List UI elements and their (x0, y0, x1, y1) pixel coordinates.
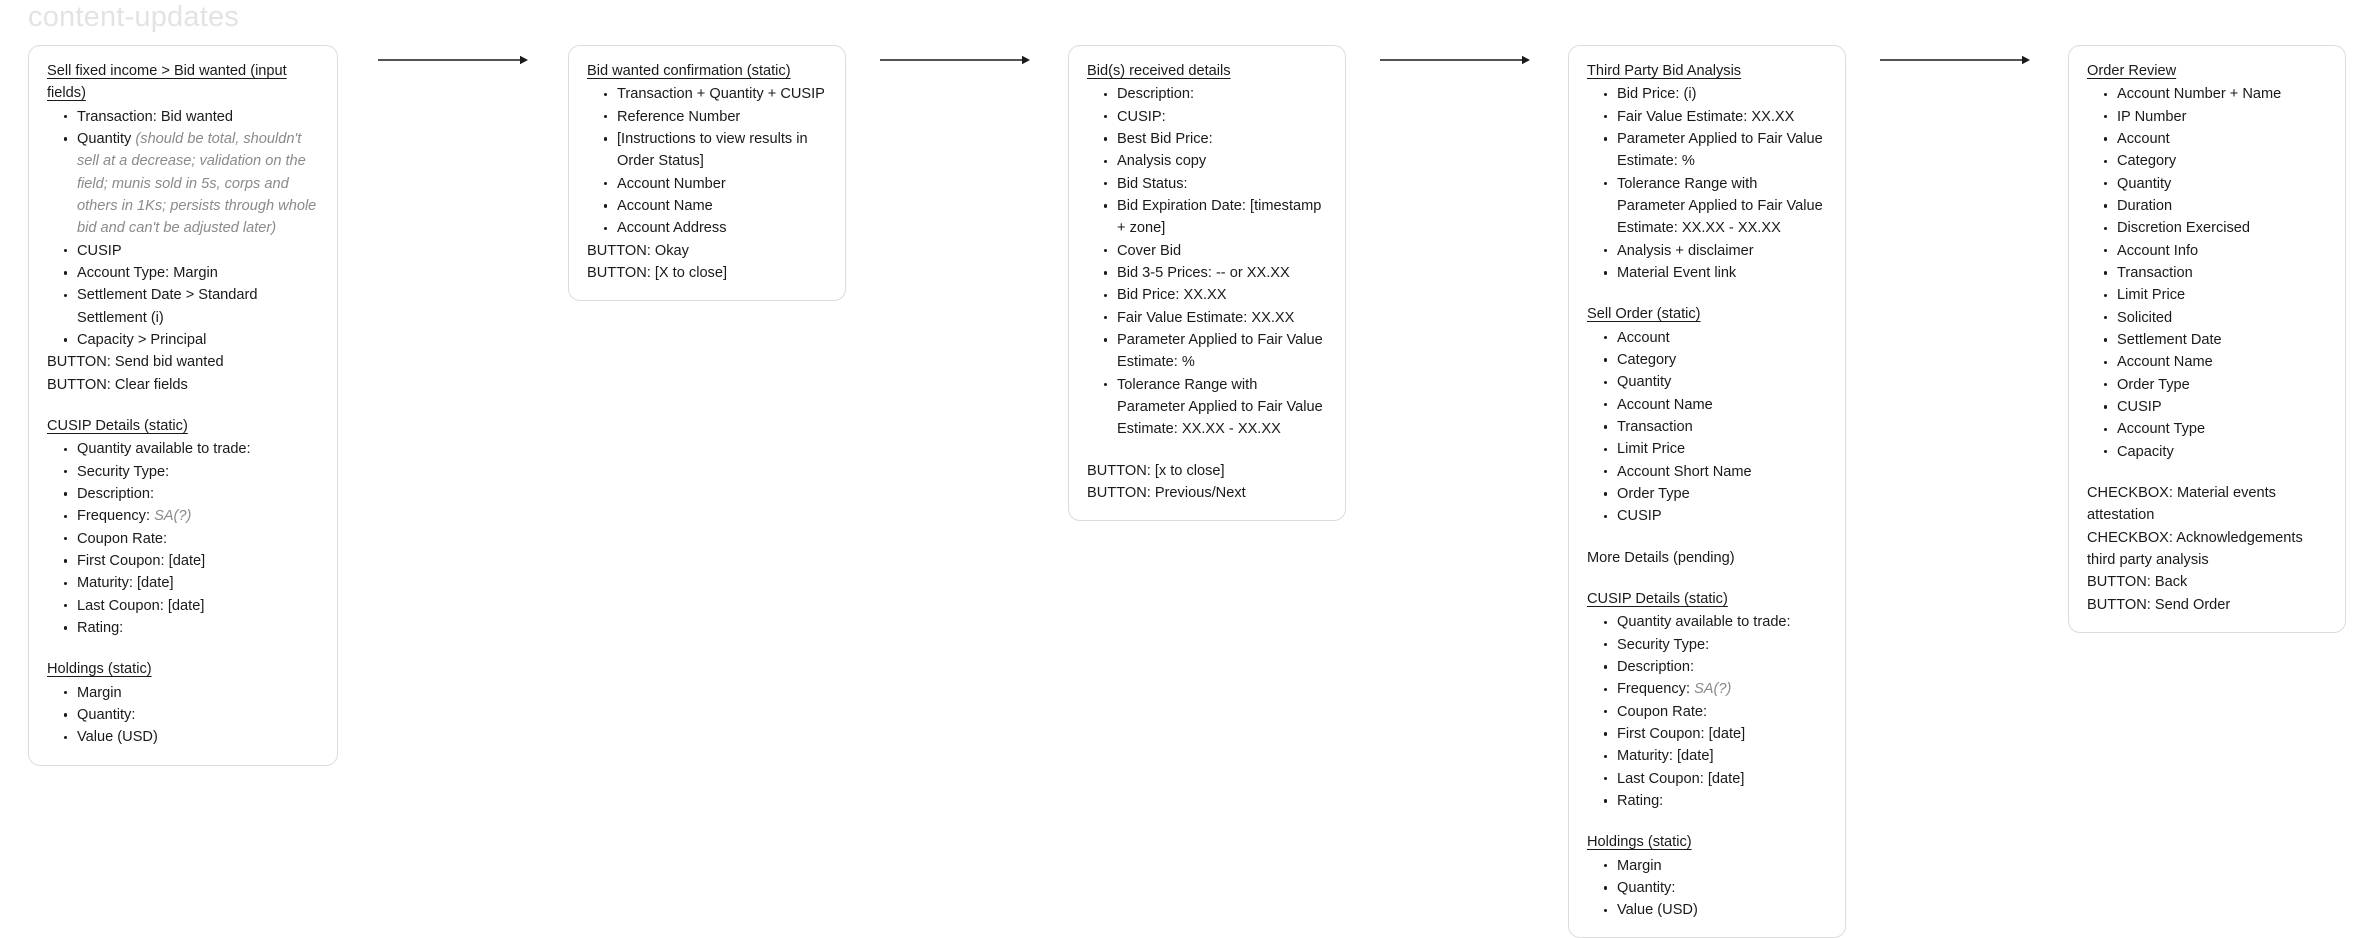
list-item (2104, 262, 2327, 284)
list-item (1604, 855, 1827, 877)
list-item-label: Rating: (77, 619, 124, 636)
list-item-label: Transaction + Quantity + CUSIP (617, 86, 825, 103)
list-item-label: Rating: (1617, 792, 1664, 809)
checkbox-line[interactable]: CHECKBOX: Material events attestation (2087, 484, 2276, 524)
list-item-label: Tolerance Range with Parameter Applied to Fair Value Estimate: XX.XX - XX.XX (1117, 376, 1323, 438)
list-item (1604, 634, 1827, 656)
list-item-label: Transaction (2117, 264, 2193, 281)
button-line[interactable]: BUTTON: Send Order (2087, 596, 2231, 613)
list-item (1104, 150, 1327, 172)
list-item-label: Margin (1617, 857, 1662, 874)
list-item-label: CUSIP (1617, 508, 1662, 525)
list-item-label: Settlement Date > Standard Settlement (i) (77, 287, 258, 326)
list-item-label: Description: (1617, 658, 1695, 675)
list-item (1104, 262, 1327, 284)
list-item-label: Order Type (2117, 376, 2190, 393)
list-item-label: Capacity > Principal (77, 331, 207, 348)
list-item-label: Last Coupon: [date] (77, 597, 205, 614)
card-order-review[interactable] (2068, 45, 2346, 633)
list-item (1104, 173, 1327, 195)
list-item-label: Bid Status: (1117, 175, 1188, 192)
list-item-label: Fair Value Estimate: XX.XX (1617, 108, 1795, 125)
list-item (64, 726, 319, 748)
list-item-label: Limit Price (2117, 287, 2186, 304)
list-item (1104, 240, 1327, 262)
list-item-label: Margin (77, 684, 122, 701)
list-item-label: CUSIP: (1117, 108, 1166, 125)
list-item-label: Last Coupon: [date] (1617, 770, 1745, 787)
list-item-label: Category (2117, 153, 2177, 170)
list-item-label: Bid Price: (i) (1617, 86, 1697, 103)
list-item (1604, 656, 1827, 678)
button-line[interactable]: BUTTON: Send bid wanted (47, 354, 224, 371)
list-item (64, 461, 319, 483)
list-item (64, 595, 319, 617)
list-item-label: First Coupon: [date] (1617, 725, 1746, 742)
list-item (1604, 505, 1827, 527)
list-item-label: Quantity (1617, 374, 1672, 391)
board-title: content-updates (28, 1, 239, 33)
list-item-label: Solicited (2117, 309, 2173, 326)
list-item-label: Best Bid Price: (1117, 130, 1213, 147)
section-heading: CUSIP Details (static) (1587, 590, 1728, 607)
list-item (1604, 483, 1827, 505)
list-item (1604, 701, 1827, 723)
list-item-label: Bid Expiration Date: [timestamp + zone] (1117, 197, 1322, 237)
list-item-label: Frequency: (1617, 681, 1695, 698)
list-item-label: Settlement Date (2117, 331, 2222, 348)
section-heading: Sell fixed income > Bid wanted (input fields) (47, 63, 287, 102)
list-item (64, 682, 319, 704)
list-item (604, 173, 827, 195)
card-bid-wanted-confirmation[interactable] (568, 45, 846, 301)
list-item-label: Account (1617, 329, 1670, 346)
static-line: More Details (pending) (1587, 549, 1735, 566)
bullet-list (2087, 83, 2327, 463)
list-item-label: [Instructions to view results in Order Status] (617, 130, 808, 170)
list-item (1604, 106, 1827, 128)
list-item-label: Account (2117, 130, 2170, 147)
list-item (1604, 349, 1827, 371)
list-item (2104, 307, 2327, 329)
section-heading: Order Review (2087, 63, 2177, 79)
list-item-label: Analysis copy (1117, 153, 1207, 170)
list-item-label: Cover Bid (1117, 242, 1182, 259)
list-item (1104, 83, 1327, 105)
list-item (604, 195, 827, 217)
list-item (1604, 128, 1827, 173)
list-item-label: Limit Price (1617, 441, 1686, 458)
list-item-label: Security Type: (1617, 636, 1710, 653)
list-item-label: Transaction (1617, 418, 1693, 435)
list-item (64, 329, 319, 351)
list-item-label: Quantity: (77, 706, 136, 723)
section-heading: Third Party Bid Analysis (1587, 63, 1742, 79)
list-item (64, 438, 319, 460)
list-item (1604, 438, 1827, 460)
list-item (64, 550, 319, 572)
list-item-label: Coupon Rate: (1617, 703, 1708, 720)
list-item (64, 704, 319, 726)
list-item (1604, 416, 1827, 438)
list-item-label: Account Number + Name (2117, 86, 2282, 103)
button-line[interactable]: BUTTON: Okay (587, 242, 689, 259)
list-item (1104, 329, 1327, 374)
list-item-label: CUSIP (2117, 398, 2162, 415)
list-item (64, 528, 319, 550)
arrow-card3-to-card4 (1380, 54, 1530, 66)
list-item-label: Parameter Applied to Fair Value Estimate: % (1617, 130, 1823, 170)
list-item (2104, 441, 2327, 463)
list-item (604, 128, 827, 173)
list-item-label: Fair Value Estimate: XX.XX (1117, 309, 1295, 326)
list-item-label: Reference Number (617, 108, 741, 125)
bullet-list (1587, 611, 1827, 812)
list-item (2104, 396, 2327, 418)
list-item-label: Value (USD) (77, 729, 158, 746)
section-heading: CUSIP Details (static) (47, 417, 188, 434)
list-item-label: Quantity available to trade: (1617, 614, 1791, 631)
list-item (1104, 195, 1327, 240)
arrow-card1-to-card2 (378, 54, 528, 66)
list-item-label: First Coupon: [date] (77, 552, 206, 569)
bullet-list (47, 682, 319, 749)
list-item (2104, 106, 2327, 128)
list-item-label: Parameter Applied to Fair Value Estimate: % (1117, 331, 1323, 371)
list-item-label: Quantity available to trade: (77, 441, 251, 458)
button-line[interactable]: BUTTON: Back (2087, 574, 2188, 591)
list-item-label: Account Name (2117, 354, 2213, 371)
list-item (2104, 173, 2327, 195)
list-item (2104, 195, 2327, 217)
list-item-label: Bid 3-5 Prices: -- or XX.XX (1117, 264, 1290, 281)
bullet-list (1087, 83, 1327, 440)
list-item (604, 217, 827, 239)
list-item (1104, 106, 1327, 128)
list-item-label: Account Info (2117, 242, 2199, 259)
button-line[interactable]: BUTTON: [x to close] (1087, 462, 1225, 479)
bullet-list (1587, 855, 1827, 922)
bullet-list (1587, 83, 1827, 284)
list-item-label: Capacity (2117, 443, 2174, 460)
list-item-label: Account Name (617, 197, 713, 214)
list-item (1604, 723, 1827, 745)
list-item-label: CUSIP (77, 242, 122, 259)
list-item (2104, 351, 2327, 373)
list-item-label: Discretion Exercised (2117, 220, 2251, 237)
list-item (1604, 173, 1827, 240)
list-item-label: Value (USD) (1617, 902, 1698, 919)
checkbox-line[interactable]: CHECKBOX: Acknowledgements third party analysis (2087, 529, 2303, 568)
list-item-label: Maturity: [date] (77, 575, 174, 592)
list-item (2104, 329, 2327, 351)
list-item (2104, 128, 2327, 150)
list-item (2104, 284, 2327, 306)
button-line[interactable]: BUTTON: Previous/Next (1087, 484, 1246, 501)
bullet-list (47, 106, 319, 352)
list-item (2104, 217, 2327, 239)
list-item (64, 106, 319, 128)
list-item (64, 240, 319, 262)
list-item (604, 83, 827, 105)
list-item (2104, 240, 2327, 262)
list-item-label: Order Type (1617, 485, 1690, 502)
list-item-label: Analysis + disclaimer (1617, 242, 1754, 259)
list-item-label: Frequency: (77, 508, 155, 525)
list-item-label: Account Address (617, 220, 727, 237)
list-item (1604, 877, 1827, 899)
list-item-label: Account Type (2117, 421, 2206, 438)
list-item-label: Material Event link (1617, 264, 1737, 281)
list-item (64, 128, 319, 240)
list-item-label: Quantity (77, 130, 132, 147)
list-item (1104, 307, 1327, 329)
section-heading: Bid wanted confirmation (static) (587, 63, 791, 79)
list-item (64, 483, 319, 505)
list-item-label: Quantity (2117, 175, 2172, 192)
list-item (1604, 394, 1827, 416)
list-item-label: Duration (2117, 197, 2173, 214)
list-item (1604, 262, 1827, 284)
list-item-label: Coupon Rate: (77, 530, 168, 547)
card-third-party-bid-analysis[interactable] (1568, 45, 1846, 938)
list-item-label: Quantity: (1617, 879, 1676, 896)
list-item-label: Tolerance Range with Parameter Applied to Fair Value Estimate: XX.XX - XX.XX (1617, 175, 1823, 237)
list-item-label: Account Number (617, 175, 726, 192)
list-item (1604, 611, 1827, 633)
list-item-label: Transaction: Bid wanted (77, 108, 234, 125)
list-item (2104, 374, 2327, 396)
list-item (1604, 83, 1827, 105)
list-item (1104, 128, 1327, 150)
list-item (1604, 678, 1827, 700)
bullet-list (1587, 327, 1827, 528)
section-heading: Holdings (static) (1587, 834, 1692, 851)
list-item (604, 106, 827, 128)
list-item (1604, 899, 1827, 921)
list-item (64, 572, 319, 594)
list-item (1604, 371, 1827, 393)
button-line[interactable]: BUTTON: [X to close] (587, 264, 728, 281)
button-line[interactable]: BUTTON: Clear fields (47, 376, 188, 393)
list-item-label: Description: (77, 485, 155, 502)
list-item (64, 617, 319, 639)
card-bids-received-details[interactable] (1068, 45, 1346, 521)
list-item (2104, 418, 2327, 440)
list-item (1604, 240, 1827, 262)
list-item-label: Description: (1117, 86, 1195, 103)
list-item-note: SA(?) (154, 508, 192, 525)
section-heading: Sell Order (static) (1587, 306, 1701, 323)
list-item-label: IP Number (2117, 108, 2187, 125)
list-item-label: Maturity: [date] (1617, 748, 1714, 765)
list-item-note: (should be total, shouldn't sell at a decrease; validation on the field; munis sold in 5s, corps and others in 1Ks; persists through whole bid and can't be adjusted later) (77, 130, 317, 237)
list-item (64, 505, 319, 527)
bullet-list (47, 438, 319, 639)
arrow-card2-to-card3 (880, 54, 1030, 66)
list-item-label: Account Short Name (1617, 463, 1752, 480)
card-sell-fixed-income-bid-wanted[interactable] (28, 45, 338, 766)
list-item-label: Bid Price: XX.XX (1117, 287, 1227, 304)
list-item-label: Account Type: Margin (77, 264, 218, 281)
list-item (1104, 284, 1327, 306)
section-heading: Holdings (static) (47, 661, 152, 678)
list-item-label: Account Name (1617, 396, 1713, 413)
list-item (64, 284, 319, 329)
list-item (1604, 745, 1827, 767)
list-item (1604, 790, 1827, 812)
list-item (1604, 461, 1827, 483)
list-item-note: SA(?) (1694, 681, 1732, 698)
list-item (1104, 374, 1327, 441)
list-item (2104, 83, 2327, 105)
arrow-card4-to-card5 (1880, 54, 2030, 66)
list-item (1604, 768, 1827, 790)
list-item (2104, 150, 2327, 172)
bullet-list (587, 83, 827, 239)
list-item (1604, 327, 1827, 349)
list-item-label: Category (1617, 351, 1677, 368)
list-item (64, 262, 319, 284)
list-item-label: Security Type: (77, 463, 170, 480)
section-heading: Bid(s) received details (1087, 63, 1231, 79)
